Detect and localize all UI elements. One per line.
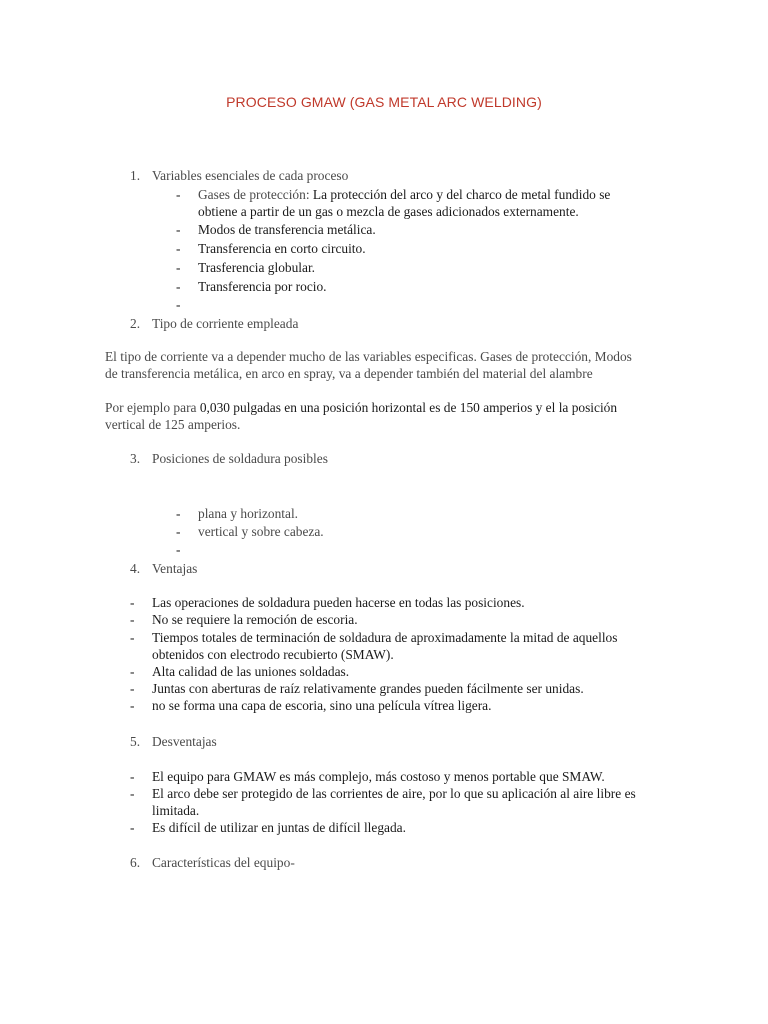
section-heading: Tipo de corriente empleada (152, 316, 299, 331)
list-dash: - (176, 297, 181, 312)
section-number: 4. (130, 561, 141, 576)
list-item: plana y horizontal. (198, 506, 299, 521)
list-item: Las operaciones de soldadura pueden hacerse en todas las posiciones. (152, 595, 525, 610)
section-heading: Variables esenciales de cada proceso (152, 168, 349, 183)
list-dash: - (176, 222, 181, 237)
list-item: vertical y sobre cabeza. (198, 524, 324, 539)
list-item: Es difícil de utilizar en juntas de difícil llegada. (152, 820, 406, 835)
list-item: Juntas con aberturas de raíz relativamente grandes pueden fácilmente ser unidas. (152, 681, 584, 696)
section-number: 1. (130, 168, 141, 183)
paragraph-lead: Por ejemplo para (105, 400, 200, 415)
paragraph-line: El tipo de corriente va a depender mucho de las variables especificas. Gases de protección, Modos (105, 349, 632, 364)
item-label: Gases de protección: (198, 187, 310, 202)
section-number: 2. (130, 316, 141, 331)
section-heading: Ventajas (152, 561, 198, 576)
list-item: El arco debe ser protegido de las corrientes de aire, por lo que su aplicación al aire libre es (152, 786, 636, 801)
item-text: La protección del arco y del charco de metal fundido se (312, 187, 611, 202)
list-dash: - (176, 260, 181, 275)
list-dash: - (130, 630, 135, 645)
list-dash: - (176, 542, 181, 557)
page-title: PROCESO GMAW (GAS METAL ARC WELDING) (226, 94, 542, 110)
section-heading: Características del equipo- (152, 855, 295, 870)
list-dash: - (130, 820, 135, 835)
list-dash: - (176, 187, 181, 202)
section-heading: Desventajas (152, 734, 217, 749)
list-dash: - (130, 612, 135, 627)
list-dash: - (176, 506, 181, 521)
list-item: El equipo para GMAW es más complejo, más costoso y menos portable que SMAW. (152, 769, 605, 784)
list-item: Trasferencia globular. (198, 260, 316, 275)
list-item: Modos de transferencia metálica. (198, 222, 376, 237)
paragraph-line: de transferencia metálica, en arco en spray, va a depender también del material del alambre (105, 366, 593, 381)
section-heading: Posiciones de soldadura posibles (152, 451, 328, 466)
list-item: Transferencia en corto circuito. (198, 241, 366, 256)
list-item: Transferencia por rocio. (198, 279, 327, 294)
section-number: 5. (130, 734, 141, 749)
list-item-continuation: limitada. (152, 803, 200, 818)
section-number: 3. (130, 451, 141, 466)
paragraph-text: 0,030 pulgadas en una posición horizontal es de 150 amperios y el la posición (199, 400, 618, 415)
list-item: Alta calidad de las uniones soldadas. (152, 664, 350, 679)
list-dash: - (130, 786, 135, 801)
list-item: Tiempos totales de terminación de soldadura de aproximadamente la mitad de aquellos (152, 630, 618, 645)
paragraph-line (105, 399, 617, 416)
list-dash: - (130, 769, 135, 784)
list-dash: - (130, 664, 135, 679)
list-dash: - (176, 241, 181, 256)
list-item: no se forma una capa de escoria, sino una película vítrea ligera. (152, 698, 492, 713)
list-item: No se requiere la remoción de escoria. (152, 612, 358, 627)
paragraph-line: vertical de 125 amperios. (105, 417, 241, 432)
list-dash: - (176, 524, 181, 539)
list-dash: - (176, 279, 181, 294)
list-item-continuation: obtenidos con electrodo recubierto (SMAW). (152, 647, 394, 662)
list-item-continuation: obtiene a partir de un gas o mezcla de gases adicionados externamente. (198, 204, 579, 219)
section-number: 6. (130, 855, 141, 870)
list-dash: - (130, 681, 135, 696)
list-dash: - (130, 595, 135, 610)
list-item (198, 186, 610, 203)
list-dash: - (130, 698, 135, 713)
